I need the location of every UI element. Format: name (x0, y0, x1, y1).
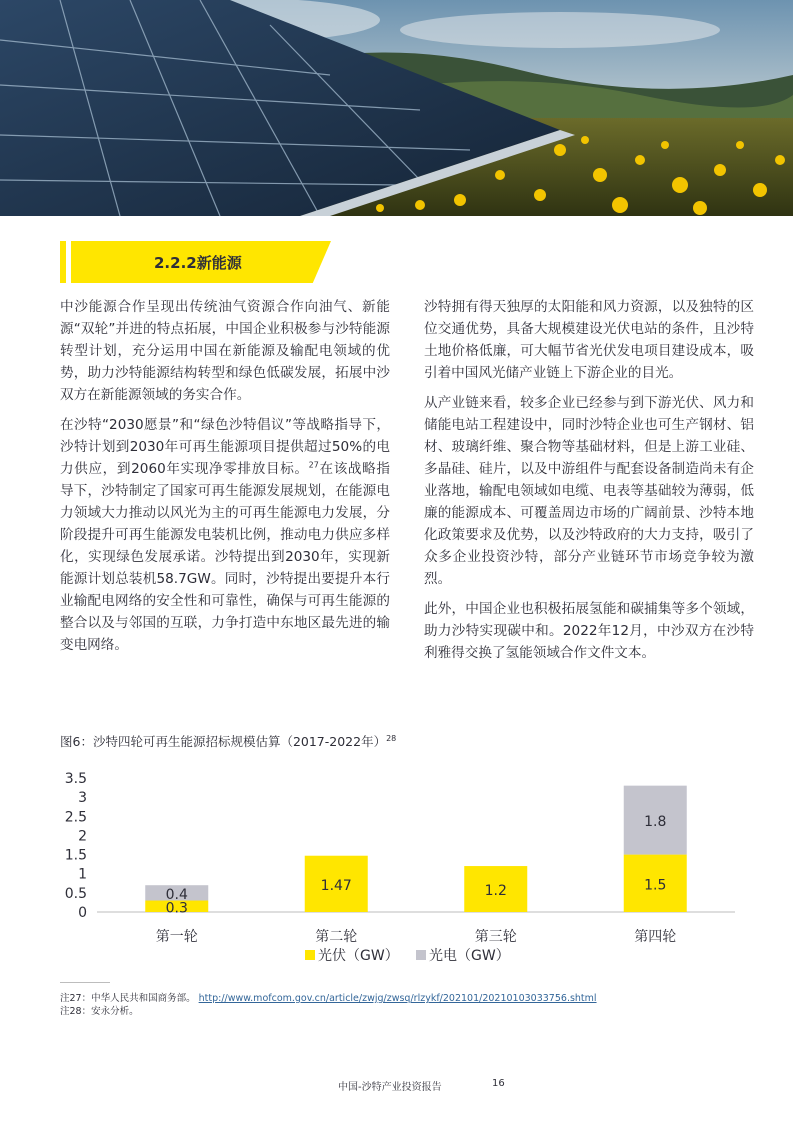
y-tick-label: 1.5 (64, 847, 87, 864)
y-tick-label: 0 (78, 905, 87, 921)
footnote-link[interactable]: http://www.mofcom.gov.cn/article/zwjg/zwsq/rlzykf/202101/20210103033756.shtml (198, 993, 597, 1004)
x-tick-label: 第二轮 (315, 929, 358, 945)
footer-title: 中国-沙特产业投资报告 (338, 1082, 442, 1093)
paragraph: 沙特拥有得天独厚的太阳能和风力资源，以及独特的区位交通优势，具备大规模建设光伏电站的条件，且沙特土地价格低廉，可大幅节省光伏发电项目建设成本，吸引着中国风光储产业链上下游企业的目光。 (424, 299, 754, 381)
footnote-28 (60, 1005, 597, 1018)
legend-swatch (305, 950, 315, 960)
footnote-27 (60, 992, 597, 1005)
data-label: 1.47 (320, 877, 352, 894)
data-label: 1.8 (644, 814, 667, 831)
data-label: 0.4 (165, 886, 188, 903)
y-tick-label: 0.5 (64, 885, 87, 902)
left-text-column (60, 296, 390, 664)
stacked-bar-chart (55, 762, 755, 977)
data-label: 0.3 (165, 900, 188, 917)
section-title: 2.2.2新能源 (154, 254, 242, 272)
footnote-ref: 27 (308, 460, 319, 470)
y-tick-label: 2.5 (64, 809, 87, 826)
paragraph-text: 在该战略指导下，沙特制定了国家可再生能源发展规划，在能源电力领域大力推动以风光为主的可再生能源电力发展，分阶段提升可再生能源发电装机比例，推动电力供应多样化，实现绿色发展承诺。沙特提出到2030年，实现新能源计划总装机58.7GW。同时，沙特提出要提升本行业输配电网络的安全性和可靠性，确保与可再生能源的整合以及与邻国的互联，力争打造中东地区最先进的输变电网络。 (60, 461, 390, 653)
data-label: 1.2 (484, 883, 507, 900)
footnote-label: 注28：安永分析。 (60, 1006, 139, 1017)
footnotes (60, 992, 597, 1018)
paragraph: 从产业链来看，较多企业已经参与到下游光伏、风力和储能电站工程建设中，同时沙特企业也可生产钢材、铝材、玻璃纤维、聚合物等基础材料，但是上游工业硅、多晶硅、硅片，以及中游组件与配套设备制造尚未有企业落地，输配电领域如电缆、电表等基础较为薄弱，低廉的能源成本、可覆盖周边市场的广阔前景、沙特本地化政策要求及优势，以及沙特政府的大力支持，吸引了众多企业投资沙特，部分产业链环节市场竞争较为激烈。 (424, 395, 754, 587)
section-banner (60, 241, 340, 283)
footnote-divider (60, 982, 110, 983)
y-tick-label: 3.5 (64, 771, 87, 787)
x-tick-label: 第一轮 (155, 929, 198, 945)
y-tick-label: 3 (78, 790, 87, 807)
figure-caption (60, 732, 396, 750)
footnote-label: 注27：中华人民共和国商务部。 (60, 993, 196, 1004)
x-tick-label: 第三轮 (474, 929, 517, 945)
x-tick-label: 第四轮 (634, 929, 677, 945)
hero-image (0, 0, 793, 216)
figure-caption-text: 图6：沙特四轮可再生能源招标规模估算（2017-2022年） (60, 734, 387, 749)
footnote-ref: 28 (386, 733, 397, 743)
data-label: 1.5 (644, 877, 667, 894)
right-text-column (424, 296, 754, 672)
paragraph: 此外，中国企业也积极拓展氢能和碳捕集等多个领域，助力沙特实现碳中和。2022年12月，中沙双方在沙特利雅得交换了氢能领域合作文件文本。 (424, 601, 754, 661)
legend-label: 光电（GW） (429, 948, 510, 964)
paragraph (60, 414, 390, 656)
legend-swatch (416, 950, 426, 960)
y-tick-label: 1 (78, 866, 87, 883)
paragraph: 中沙能源合作呈现出传统油气资源合作向油气、新能源“双轮”并进的特点拓展，中国企业积极参与沙特能源转型计划，充分运用中国在新能源及输配电领域的优势，助力沙特能源结构转型和绿色低碳发展，拓展中沙双方在新能源领域的务实合作。 (60, 299, 390, 403)
banner-accent-bar (60, 241, 66, 283)
chart-canvas (55, 762, 755, 977)
legend-label: 光伏（GW） (318, 948, 399, 964)
y-tick-label: 2 (78, 828, 87, 845)
page-number: 16 (492, 1078, 505, 1089)
paragraph-text: 在沙特“2030愿景”和“绿色沙特倡议”等战略指导下，沙特计划到2030年可再生能源项目提供超过50%的电力供应，到2060年实现净零排放目标。 (60, 417, 390, 477)
